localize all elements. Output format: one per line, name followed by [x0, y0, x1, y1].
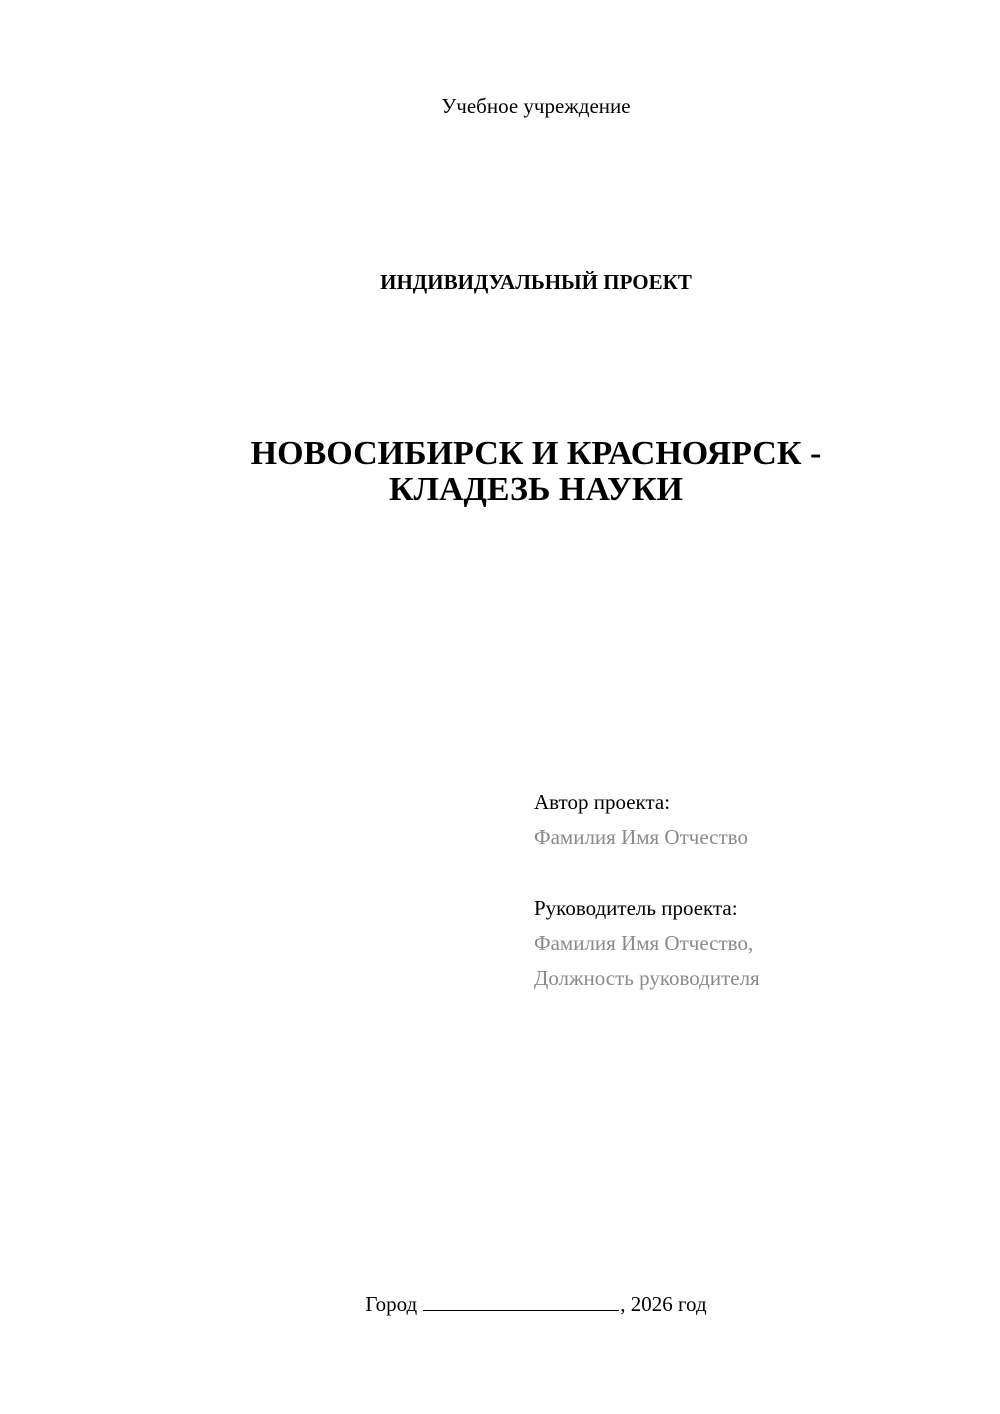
project-title-line-1: НОВОСИБИРСК И КРАСНОЯРСК - — [250, 435, 822, 472]
author-label: Автор проекта: — [534, 790, 671, 814]
footer-city-year — [0, 1290, 1000, 1318]
author-name: Фамилия Имя Отчество — [534, 825, 748, 849]
city-blank-line — [423, 1292, 619, 1311]
supervisor-name: Фамилия Имя Отчество, — [534, 931, 754, 955]
project-title-line-2: КЛАДЕЗЬ НАУКИ — [388, 471, 683, 508]
year-text: , 2026 год — [620, 1292, 707, 1316]
supervisor-label: Руководитель проекта: — [534, 896, 738, 920]
supervisor-block — [534, 891, 954, 996]
institution-name: Учебное учреждение — [441, 94, 631, 118]
project-type-heading: ИНДИВИДУАЛЬНЫЙ ПРОЕКТ — [380, 270, 692, 294]
project-title — [0, 436, 1000, 508]
city-label: Город — [365, 1292, 418, 1316]
author-block — [534, 785, 954, 855]
supervisor-position: Должность руководителя — [534, 966, 760, 990]
